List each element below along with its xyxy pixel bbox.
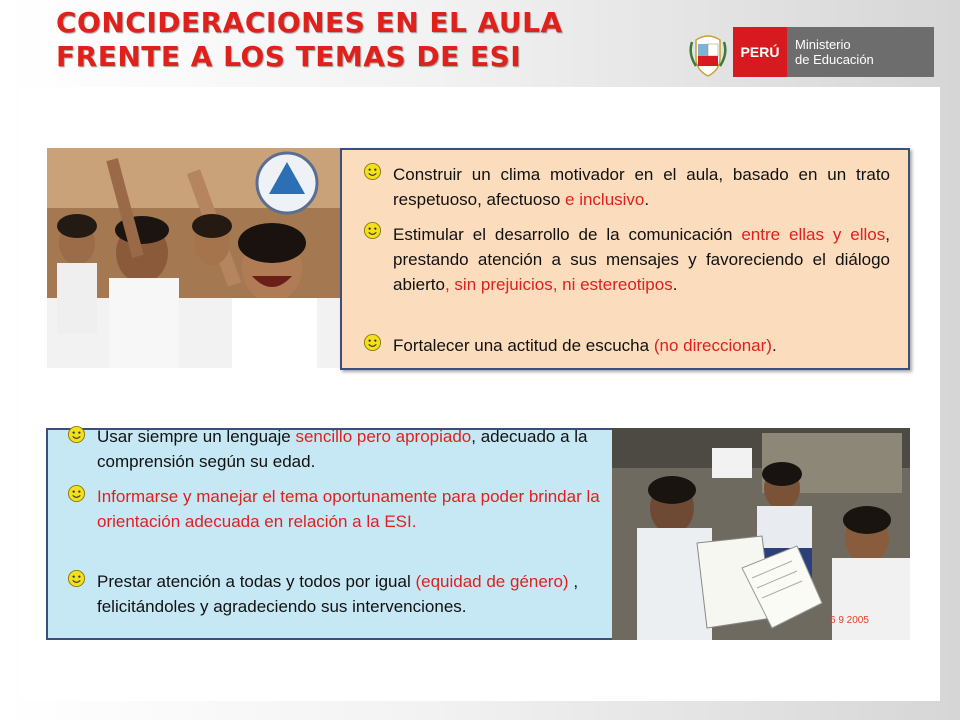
box2-item-3-red: (equidad de género) <box>415 572 569 591</box>
box1-item-1 <box>393 162 890 212</box>
box2-item-3-text: Prestar atención a todas y todos por igual <box>97 572 416 591</box>
smiley-icon <box>363 221 382 240</box>
photo-date-stamp: 6 9 2005 <box>830 615 869 626</box>
box1-item-3-text: Fortalecer una actitud de escucha <box>393 336 654 355</box>
slide-title <box>56 6 676 74</box>
box1-item-2-red2: , sin prejuicios, ni estereotipos <box>444 275 673 294</box>
box2-item-1-tail: , adecuado a la comprensión según su edad. <box>97 427 588 471</box>
smiley-icon <box>67 569 86 588</box>
box2-item-3 <box>97 569 612 619</box>
box2-item-2-red: Informarse y manejar el tema oportunamente para poder brindar la orientación adecuada en relación a la ESI. <box>97 487 600 531</box>
box1-item-3 <box>393 333 890 358</box>
box2-item-3-tail: , felicitándoles y agradeciendo sus intervenciones. <box>97 572 579 616</box>
smiley-icon <box>67 484 86 503</box>
box2-item-2 <box>97 484 605 534</box>
smiley-icon <box>363 162 382 181</box>
box1-item-1-tail: . <box>644 190 650 209</box>
logo-ministry <box>787 27 934 77</box>
box1-item-2-tail: . <box>672 275 678 294</box>
logo-country: PERÚ <box>733 27 787 77</box>
box2-item-1-text: Usar siempre un lenguaje <box>97 427 296 446</box>
ministry-logo <box>733 27 934 77</box>
box1-item-3-tail: . <box>771 336 777 355</box>
smiley-icon <box>67 425 86 444</box>
box1-item-3-red: (no direccionar) <box>653 336 772 355</box>
title-line-2: FRENTE A LOS TEMAS DE ESI <box>56 40 522 73</box>
box1-item-2-pre: Estimular el desarrollo de la comunicación <box>393 225 742 244</box>
title-line-1: CONCIDERACIONES EN EL AULA <box>56 6 563 39</box>
box1-item-2 <box>393 222 890 297</box>
box2-item-1-red: sencillo pero apropiado <box>295 427 472 446</box>
logo-ministry-line-1: Ministerio <box>795 37 851 52</box>
students-reading-photo <box>612 428 910 640</box>
box1-item-1-red: e inclusivo <box>565 190 645 209</box>
box2-item-1 <box>97 424 605 474</box>
smiley-icon <box>363 333 382 352</box>
box1-item-2-red1: entre ellas y ellos <box>741 225 886 244</box>
logo-ministry-line-2: de Educación <box>795 52 874 67</box>
coat-of-arms-icon <box>688 30 728 78</box>
students-raising-hands-photo <box>47 148 347 368</box>
box1-item-2-mid: , prestando atención a sus mensajes y favoreciendo el diálogo abierto <box>393 225 890 294</box>
box1-item-1-text: Construir un clima motivador en el aula, basado en un trato respetuoso, afectuoso <box>393 165 890 209</box>
